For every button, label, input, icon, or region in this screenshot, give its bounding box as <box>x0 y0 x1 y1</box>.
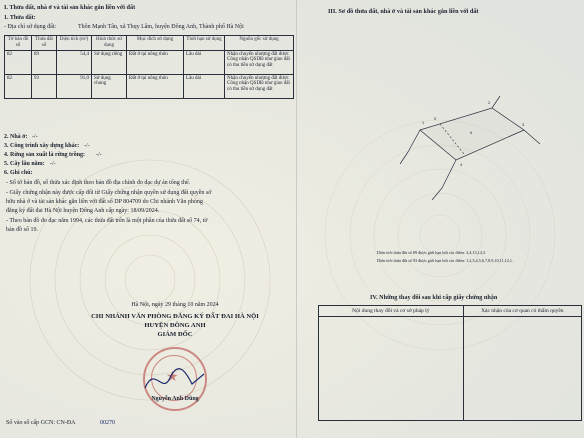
parcel-89-boundary-note: Diện tích thửa đất số 89 được giới hạn bởi các điểm: 3,4,13,14,3. <box>377 250 486 255</box>
page-fold <box>296 0 297 438</box>
cell-use-purpose: Đất ở tại nông thôn <box>127 74 184 98</box>
cell-area: 54,4 <box>57 50 92 74</box>
seal-star-icon: ★ <box>166 369 179 385</box>
cell-origin: Nhận chuyển nhượng đất được Công nhận QSDĐ như giao đất có thu tiền sử dụng đất <box>225 50 294 74</box>
cell-use-purpose: Đất ở tại nông thôn <box>127 50 184 74</box>
cell-use-term: Lâu dài <box>184 74 225 98</box>
change-content-cell <box>319 317 464 421</box>
section3-title: III. Sơ đồ thửa đất, nhà ở và tài sản khác gắn liền với đất <box>328 8 479 15</box>
svg-text:4: 4 <box>460 162 463 167</box>
header-use-term: Thời hạn sử dụng <box>184 36 225 51</box>
header-change-content: Nội dung thay đổi và cơ sở pháp lý <box>319 306 464 317</box>
note-3-line1: - Theo bản đồ đo đạc năm 1994, các thửa đất trên là một phần của thửa đất số 74, tờ <box>6 218 208 224</box>
perennial-label: 5. Cây lâu năm: <box>4 161 45 167</box>
header-map-sheet: Tờ bản đồ số <box>5 36 32 51</box>
address-label: - Địa chỉ sử dụng đất: <box>4 24 57 30</box>
forest-label: 4. Rừng sản xuất là rừng trồng: <box>4 152 86 158</box>
notes-title: 6. Ghi chú: <box>4 170 33 176</box>
cell-origin: Nhận chuyển nhượng đất được Công nhận QSDĐ như giao đất có thu tiền sử dụng đất <box>225 74 294 98</box>
header-area: Diện tích (m²) <box>57 36 92 51</box>
parcel-heading: 1. Thửa đất: <box>4 15 36 21</box>
cell-area: 91,0 <box>57 74 92 98</box>
note-2-line3: đăng ký đất đai Hà Nội huyện Đông Anh cấp ngày: 18/09/2024. <box>6 208 160 214</box>
note-3-line2: bản đồ số 19. <box>6 227 38 233</box>
note-2-line1: - Giấy chứng nhận này được cấp đổi từ Giấy chứng nhận quyền sử dụng đất quyền sở <box>6 190 212 196</box>
cell-use-form: Sử dụng chung <box>92 74 127 98</box>
authority-confirmation-cell <box>463 317 581 421</box>
house-value: -/- <box>32 134 38 140</box>
note-1: - Số tờ bản đồ, số thửa xác định theo bản đồ địa chính đo đạc dự án tổng thể. <box>6 180 191 186</box>
parcel-93-boundary-note: Diện tích thửa đất số 93 được giới hạn bởi các điểm: 1,2,3,4,5,6,7,8,9,10,11,12,1. <box>377 258 514 263</box>
note-2-line2: hữu nhà ở và tài sản khác gắn liền với đất số DP 804709 do Chi nhánh Văn phòng <box>6 199 203 205</box>
svg-text:6: 6 <box>470 130 473 135</box>
svg-text:5: 5 <box>434 116 437 121</box>
table-row <box>5 74 294 98</box>
perennial-value: -/- <box>50 161 56 167</box>
header-use-form: Hình thức sử dụng <box>92 36 127 51</box>
house-label: 2. Nhà ở: <box>4 134 28 140</box>
section4-title: IV. Những thay đổi sau khi cấp giấy chứng nhận <box>370 294 498 301</box>
svg-text:3: 3 <box>522 122 525 127</box>
header-origin: Nguồn gốc sử dụng <box>225 36 294 51</box>
table-row <box>5 50 294 74</box>
parcel-sketch-map <box>360 60 580 210</box>
forest-value: -/- <box>96 152 102 158</box>
signer-role: GIÁM ĐỐC <box>157 331 193 338</box>
handwritten-signature <box>140 360 210 400</box>
issuing-district: HUYỆN ĐÔNG ANH <box>144 322 206 329</box>
cell-parcel-no: 93 <box>32 74 57 98</box>
issuing-agency: CHI NHÁNH VĂN PHÒNG ĐĂNG KÝ ĐẤT ĐAI HÀ NỘI <box>91 313 259 320</box>
cell-use-term: Lâu dài <box>184 50 225 74</box>
cell-map-sheet: 82 <box>5 50 32 74</box>
changes-table-header <box>319 306 582 317</box>
register-number: 00270 <box>100 420 115 426</box>
construction-label: 3. Công trình xây dựng khác: <box>4 143 80 149</box>
changes-table <box>318 305 582 421</box>
register-label: Số vào số cấp GCN: CN-ĐA <box>6 420 76 426</box>
section1-title: I. Thửa đất, nhà ở và tài sản khác gắn liền với đất <box>4 4 136 11</box>
svg-text:1: 1 <box>422 120 425 125</box>
svg-text:2: 2 <box>488 100 491 105</box>
table-row <box>319 317 582 421</box>
header-use-purpose: Mục đích sử dụng <box>127 36 184 51</box>
parcel-table-header <box>5 36 294 51</box>
signer-name: Nguyễn Anh Dũng <box>151 396 199 402</box>
parcel-table <box>4 35 294 99</box>
cell-use-form: Sử dụng riêng <box>92 50 127 74</box>
cell-map-sheet: 82 <box>5 74 32 98</box>
place-date: Hà Nội, ngày 29 tháng 10 năm 2024 <box>131 302 219 308</box>
header-parcel-no: Thửa đất số <box>32 36 57 51</box>
address-value: Thôn Mạnh Tân, xã Thụy Lâm, huyện Đông Anh, Thành phố Hà Nội <box>78 24 244 30</box>
header-authority-confirmation: Xác nhận của cơ quan có thẩm quyền <box>463 306 581 317</box>
cell-parcel-no: 89 <box>32 50 57 74</box>
construction-value: -/- <box>84 143 90 149</box>
